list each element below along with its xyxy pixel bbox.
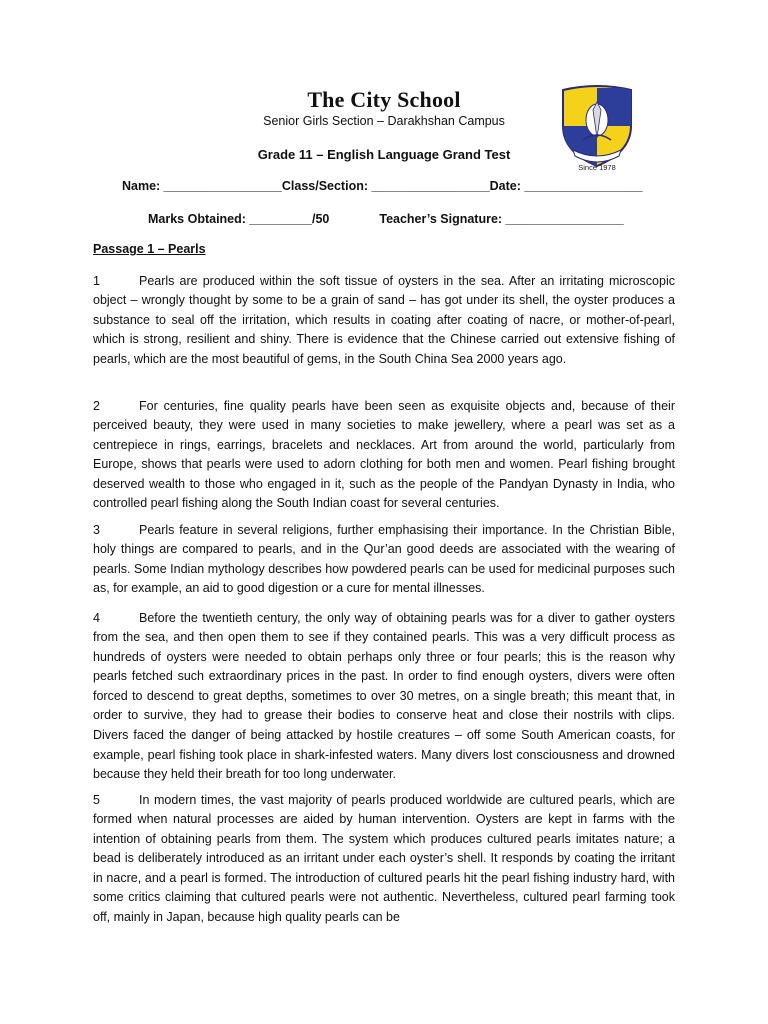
paragraph-number: 5 (93, 792, 100, 807)
paragraph-number: 1 (93, 273, 100, 288)
paragraph-1 (93, 272, 675, 370)
test-title: Grade 11 – English Language Grand Test (257, 147, 511, 162)
marks-signature-row (148, 212, 624, 226)
teacher-signature-field[interactable]: Teacher’s Signature: _________________ (379, 212, 624, 226)
logo-since-text: Since 1978 (578, 163, 616, 172)
paragraph-text: Before the twentieth century, the only way of obtaining pearls was for a diver to gather oysters from the sea, and then open them to see if they contained pearls. This was a very difficult process as hundreds of oysters were needed to obtain perhaps only three or four pearls; this is the reason why pearls fetched such extraordinary prices in the past. In order to find enough oysters, divers were often forced to descend to great depths, sometimes to over 30 metres, on a single breath; this meant that, in order to survive, they had to grease their bodies to conserve heat and close their nostrils with clips. Divers faced the danger of being attacked by hostile creatures – off some South American coasts, for example, pearl fishing took place in shark-infested waters. Many divers lost consciousness and drowned because they held their breath for too long underwater. (93, 610, 675, 782)
paragraph-2 (93, 397, 675, 515)
school-title: The City School (307, 87, 461, 112)
paragraph-5 (93, 791, 675, 928)
marks-obtained-field[interactable]: Marks Obtained: _________/50 (148, 212, 330, 226)
paragraph-text: Pearls are produced within the soft tissue of oysters in the sea. After an irritating microscopic object – wrongly thought by some to be a grain of sand – has got under its shell, the oyster produces a substance to seal off the irritation, which results in coating after coating of nacre, or mother-of-pearl, which is strong, resilient and shiny. There is evidence that the Chinese carried out extensive fishing of pearls, which are the most beautiful of gems, in the South China Sea 2000 years ago. (93, 273, 675, 366)
paragraph-text: In modern times, the vast majority of pearls produced worldwide are cultured pearls, which are formed when natural processes are aided by human intervention. Oysters are kept in farms with the intention of obtaining pearls from them. The system which produces cultured pearls imitates nature; a bead is deliberately introduced as an irritant under each oyster’s shell. It responds by coating the irritant in nacre, and a pearl is formed. The introduction of cultured pearls hit the pearl fishing industry hard, with some critics claiming that cultured pearls were not authentic. Nevertheless, cultured pearl farming took off, mainly in Japan, because high quality pearls can be (93, 792, 675, 925)
paragraph-text: For centuries, fine quality pearls have been seen as exquisite objects and, because of their perceived beauty, they were used in many societies to make jewellery, where a pearl was set as a centrepiece in rings, earrings, bracelets and necklaces. Art from around the world, particularly from Europe, shows that pearls were used to adorn clothing for both men and women. Pearl fishing brought deserved wealth to those who engaged in it, such as the people of the Pandyan Dynasty in India, who controlled pearl fishing along the South Indian coast for several centuries. (93, 398, 675, 511)
paragraph-number: 2 (93, 398, 100, 413)
paragraph-4 (93, 609, 675, 785)
campus-subtitle: Senior Girls Section – Darakhshan Campus (263, 114, 505, 128)
student-info-row[interactable]: Name: _________________Class/Section: _________________Date: _________________ (122, 179, 643, 193)
passage-heading: Passage 1 – Pearls (93, 242, 206, 256)
paragraph-text: Pearls feature in several religions, further emphasising their importance. In the Christian Bible, holy things are compared to pearls, and in the Qur’an good deeds are associated with the wearing of pearls. Some Indian mythology describes how powdered pearls can be used for medicinal purposes such as, for example, an aid to good digestion or a cure for mental illnesses. (93, 522, 675, 596)
paragraph-number: 4 (93, 610, 100, 625)
paragraph-3 (93, 521, 675, 599)
paragraph-number: 3 (93, 522, 100, 537)
